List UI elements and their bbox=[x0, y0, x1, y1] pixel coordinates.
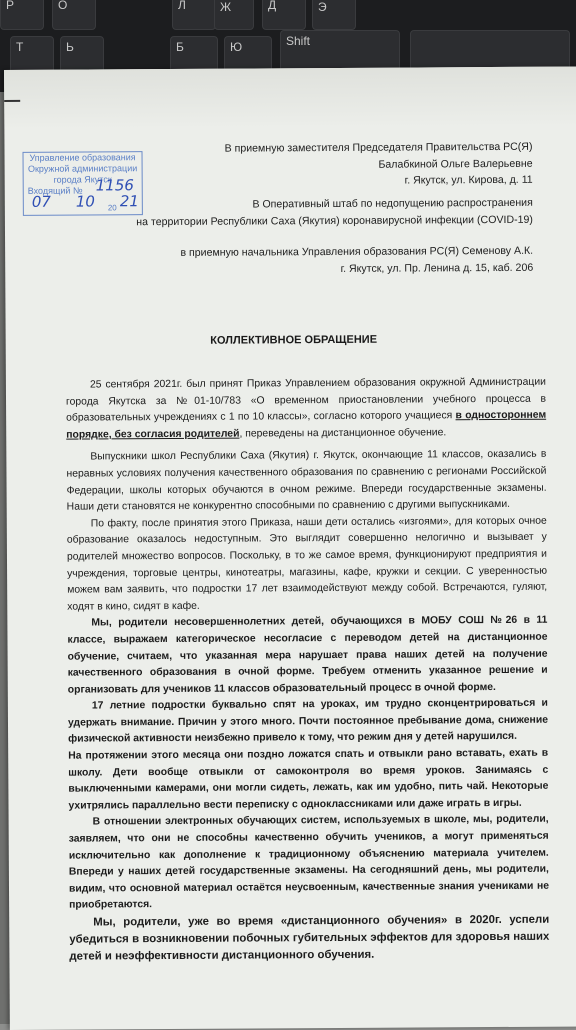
stamp-line: Входящий № bbox=[27, 185, 83, 196]
addressee-block-2 bbox=[136, 195, 533, 230]
addressee-line: в приемную начальника Управления образования РС(Я) Семенову А.К. bbox=[180, 244, 534, 259]
addressee-block-1 bbox=[225, 139, 533, 190]
paragraph bbox=[66, 375, 546, 444]
stamp-line: города Якутск bbox=[53, 174, 112, 185]
addressee-line: на территории Республики Саха (Якутия) коронавирусной инфекции (COVID-19) bbox=[136, 213, 533, 228]
paragraph-bold: В отношении электронных обучающих систем, используемых в школе, мы, родители, заявляем, что они не способны качественно обучить учеников, а могут применяться исключительно как дополнение к традиционному объяснению материала учителем. Впереди у наших детей государственные экзамены. На сегодняшний день, мы родители, видим, что основной материал остаётся неусвоенным, качественные знания учениками не приобретаются. bbox=[68, 814, 550, 912]
paragraph-bold: Мы, родители несовершеннолетних детей, обучающихся в МОБУ СОШ №26 в 11 классе, выражаем категорическое несогласие с переводом детей на дистанционное обучение, считаем, что указанная мера нарушает права наших детей на получение качественного образования в очной форме. Требуем отменить указанное решение и организовать для учеников 11 классов образовательный процесс в очной форме. bbox=[67, 615, 548, 696]
keyboard-key: Э bbox=[312, 0, 356, 30]
keyboard-shift-key: Shift bbox=[280, 30, 400, 76]
stamp-handwritten-month: 10 bbox=[75, 192, 95, 211]
stamp-handwritten-day: 07 bbox=[31, 192, 51, 211]
keyboard-key: Л bbox=[172, 0, 216, 30]
stamp-handwritten-year: 21 bbox=[119, 192, 139, 211]
paragraph: Выпускники школ Республики Саха (Якутия) г. Якутск, окончающие 11 классов, оказались в неравных условиях получения качественного образования по сравнению с регионами Российской Федерации, школы которых обучаются в очном режиме. Впереди государственные экзамены. Наши дети становятся не конкурентно способными по сравнению с другими выпускниками. bbox=[66, 449, 547, 513]
keyboard-key: Ю bbox=[224, 36, 272, 76]
keyboard-key: Т bbox=[10, 36, 54, 76]
registration-stamp bbox=[23, 151, 143, 216]
paragraph: По факту, после принятия этого Приказа, наши дети остались «изгоями», для которых очное образование оказалось недоступным. Это выглядит совершенно нелогично и вызывает у родителей множество вопросов. Поскольку, в то же самое время, функционируют предприятия и учреждения, торговые центры, кинотеатры, магазины, кафе, кружки и секции. С уверенностью можем вам заявить, что подростки 17 лет взаимодействуют между собой. Встречаются, гуляют, ходят в кино, сидят в кафе. bbox=[66, 515, 548, 613]
addressee-block-3 bbox=[180, 243, 533, 278]
paragraph-text: , переведены на дистанционное обучение. bbox=[239, 427, 447, 440]
addressee-line: г. Якутск, ул. Кирова, д. 11 bbox=[404, 173, 533, 187]
stamp-line: Управление образования bbox=[29, 152, 136, 163]
addressee-line: г. Якутск, ул. Пр. Ленина д. 15, каб. 206 bbox=[340, 261, 534, 275]
emphasis-text: в одностороннем порядке, без согласия родителей bbox=[66, 409, 547, 441]
keyboard-key: Б bbox=[170, 36, 218, 76]
document-title: КОЛЛЕКТИВНОЕ ОБРАЩЕНИЕ bbox=[210, 333, 378, 347]
paper-shadow bbox=[4, 66, 576, 130]
stamp-handwritten-number: 1156 bbox=[95, 176, 134, 195]
paragraph-bold: На протяжении этого месяца они поздно ложатся спать и отвыкли рано вставать, ехать в школу. Дети вообще отвыкли от самоконтроля во время уроков. Занимаясь с выключенными камерами, они могли сидеть, лежать, как им удобно, пить чай. Некоторые ухитрялись параллельно вести переписку с одноклассниками или даже играть в игры. bbox=[68, 747, 549, 812]
document-sheet bbox=[4, 66, 576, 1030]
keyboard-key: Д bbox=[262, 0, 306, 30]
paragraph-bold: Мы, родители, уже во время «дистанционного обучения» в 2020г. успели убедиться в возникновении побочных губительных эффектов для здоровья наших детей и неэффективности дистанционного обучения. bbox=[69, 913, 550, 963]
addressee-line: В Оперативный штаб по недопущению распространения bbox=[252, 196, 533, 211]
paragraph-text: 25 сентября 2021г. был принят Приказ Управлением образования окружной Администрации города Якутска за №01-10/783 «О временном приостановлении учебного процесса в образовательных учреждениях с 1 по 10 классы», согласно которого учащиеся bbox=[65, 376, 547, 424]
keyboard-key: Ь bbox=[60, 36, 104, 76]
stamp-line: Окружной администрации bbox=[27, 163, 138, 174]
document-body bbox=[66, 375, 550, 966]
keyboard-key: О bbox=[52, 0, 96, 30]
keyboard-key: Р bbox=[0, 0, 44, 30]
keyboard-key: Ж bbox=[214, 0, 254, 30]
addressee-line: Балабкиной Ольге Валерьевне bbox=[378, 157, 533, 171]
stamp-year-prefix: 20 bbox=[107, 203, 117, 213]
paragraph-bold: 17 летние подростки буквально спят на уроках, им трудно сконцентрироваться и удержать внимание. Причин у этого много. Почти постоянное пребывание дома, снижение физической активности неизбежно привело к тому, что режим дня у детей нарушился. bbox=[67, 697, 549, 746]
addressee-line: В приемную заместителя Председателя Правительства РС(Я) bbox=[224, 140, 533, 155]
margin-mark bbox=[4, 100, 20, 102]
